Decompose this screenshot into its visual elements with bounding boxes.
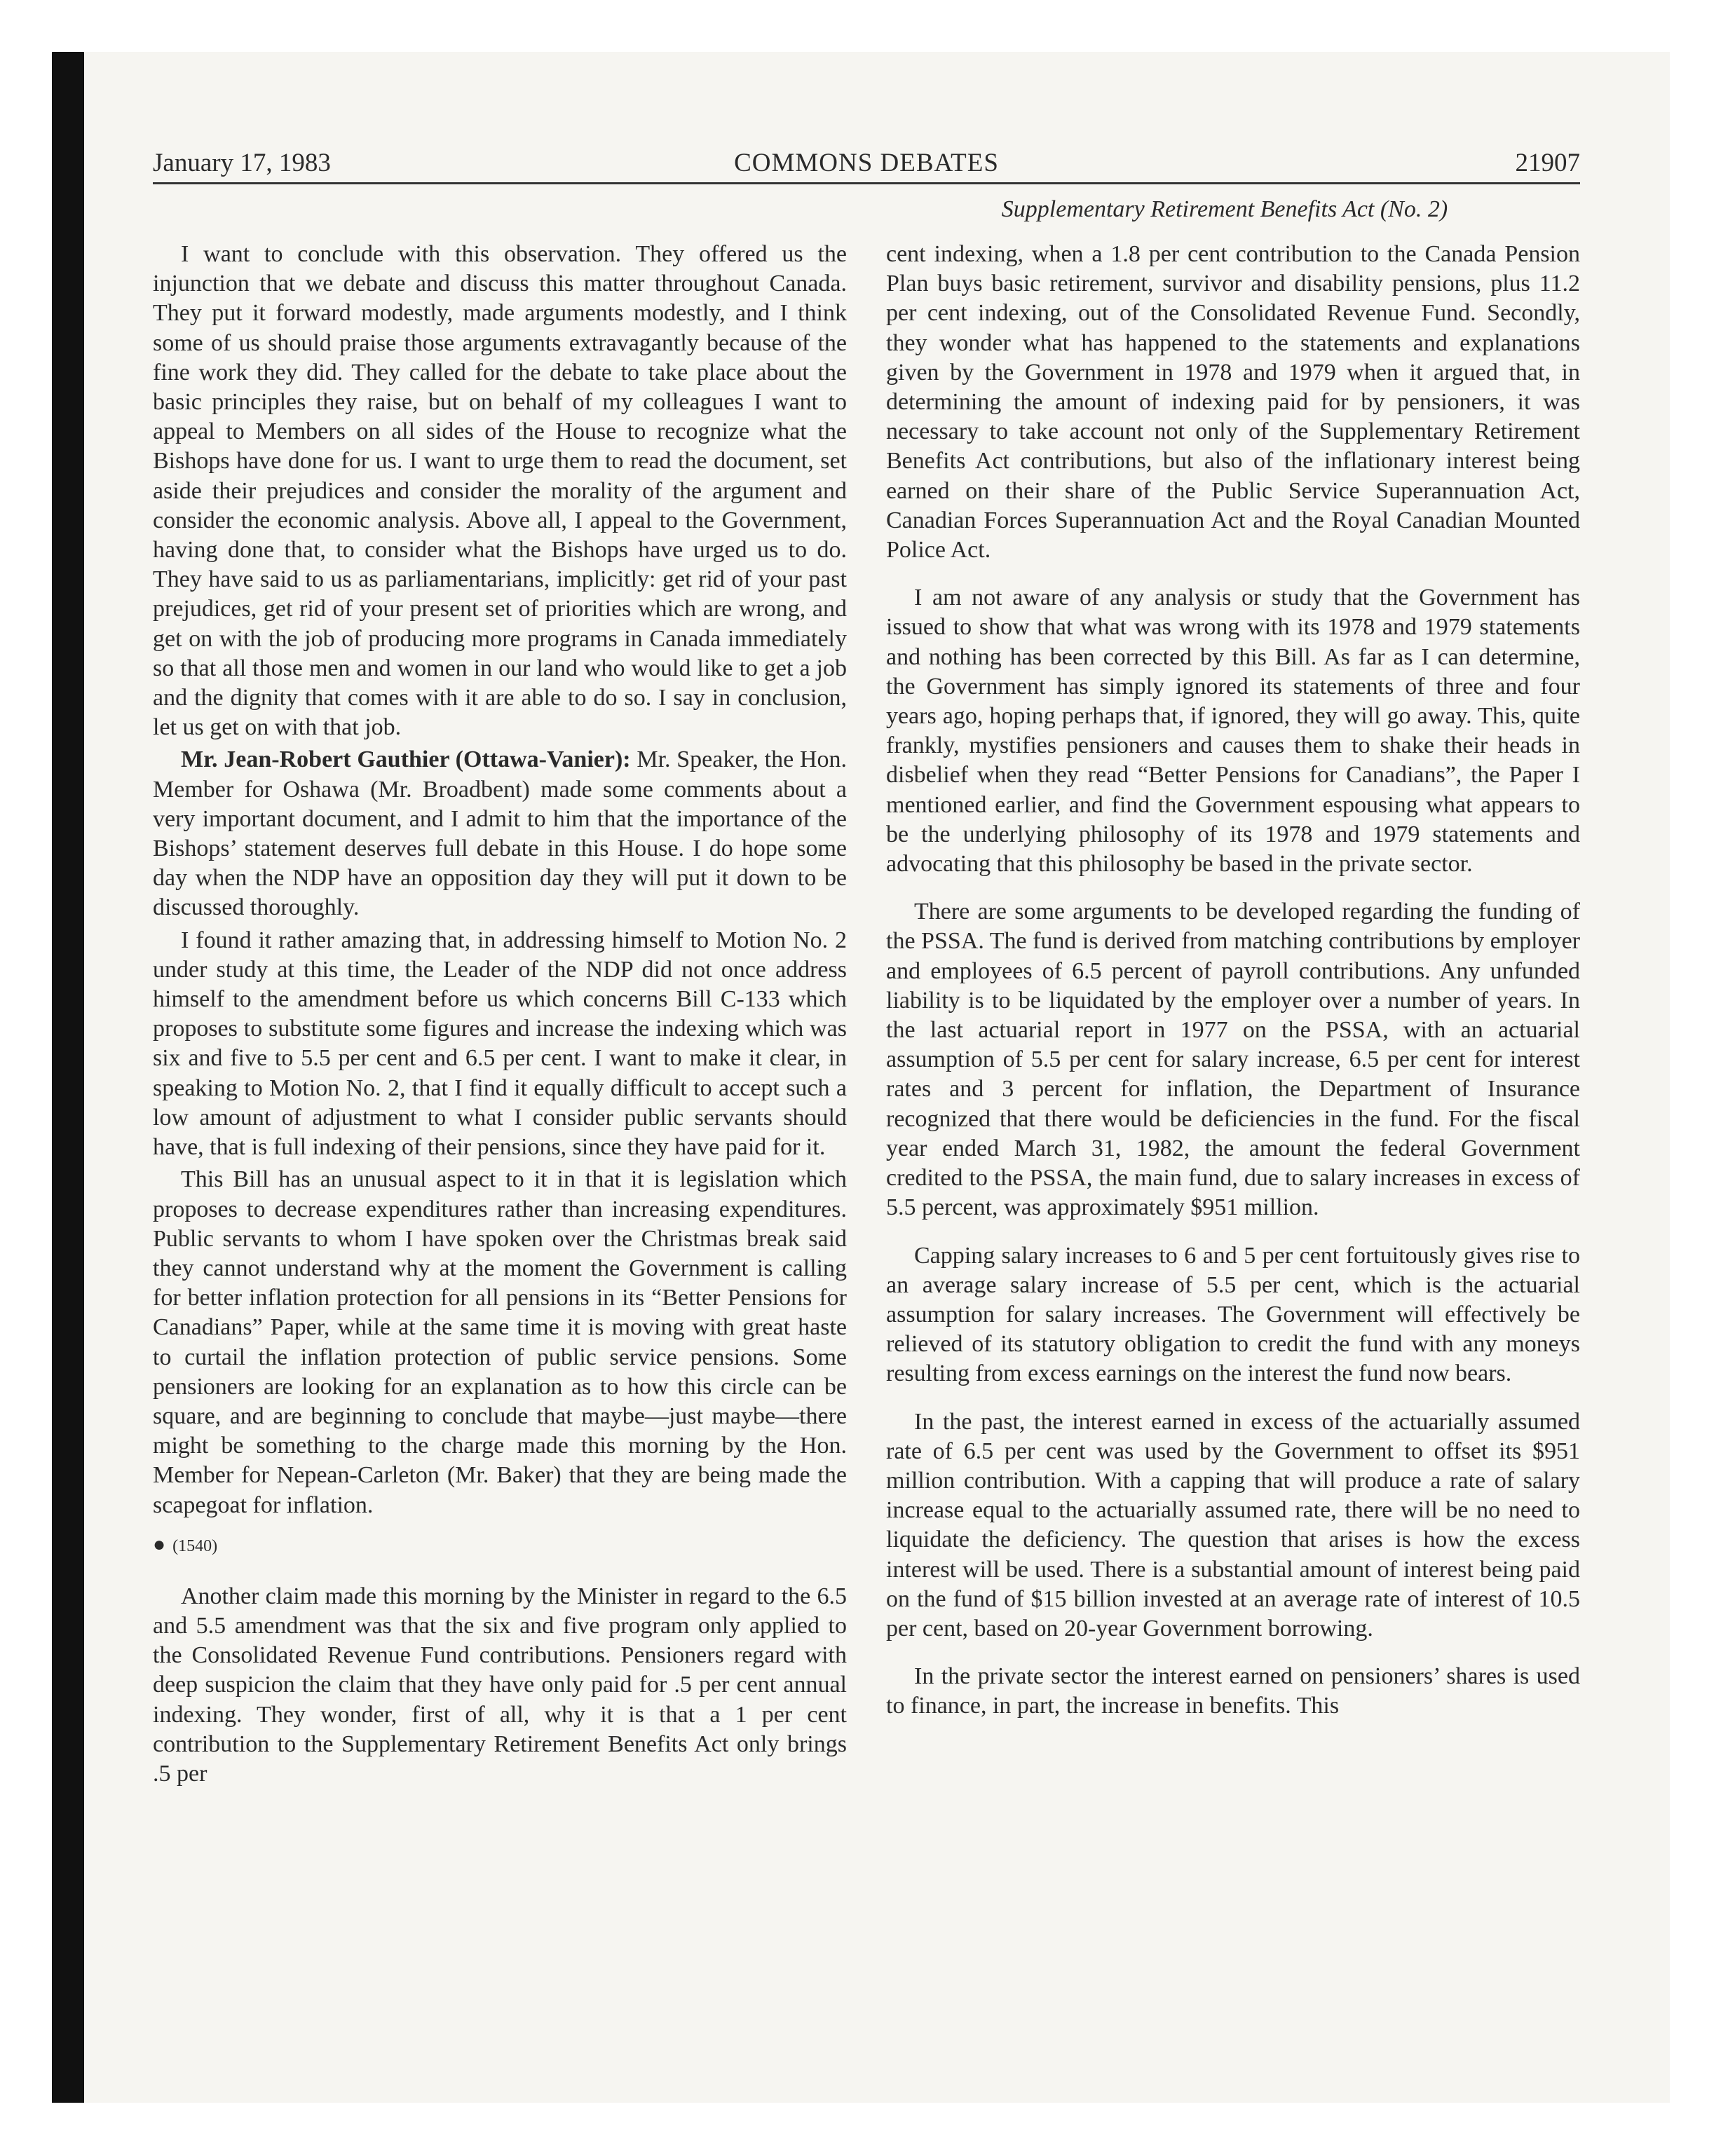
paragraph: There are some arguments to be developed regarding the funding of the PSSA. The fund is derived from matching contributions by employer and employees of 6.5 percent of payroll contributions. Any unfunded liability is to be liquidated by the employer over a number of years. In the last actuarial report in 1977 on the PSSA, with an actuarial assumption of 5.5 per cent for salary increase, 6.5 per cent for interest rates and 3 percent for inflation, the Department of Insurance recognized that there would be deficiencies in the fund. For the fiscal year ended March 31, 1982, the amount the federal Government credited to the PSSA, the main fund, due to salary increases in excess of 5.5 percent, was approximately $951 million. — [886, 899, 1580, 1221]
time-marker — [153, 1534, 847, 1557]
section-subheader: Supplementary Retirement Benefits Act (No. 2) — [1001, 196, 1448, 222]
header-page-number: 21907 — [1515, 149, 1580, 177]
paragraph: This Bill has an unusual aspect to it in that it is legislation which proposes to decrease expenditures rather than increasing expenditures. Public servants to whom I have spoken over the Christmas break said they cannot understand why at the moment the Government is calling for better inflation protection for all pensions in its “Better Pensions for Canadians” Paper, while at the same time it is moving with great haste to curtail the inflation protection of public service pensions. Some pensioners are looking for an explanation as to how this circle can be square, and are beginning to conclude that maybe—just maybe—there might be something to the charge made this morning by the Hon. Member for Nepean-Carleton (Mr. Baker) that they are being made the scapegoat for inflation. — [153, 1166, 847, 1518]
left-column — [153, 240, 847, 1789]
paragraph: Capping salary increases to 6 and 5 per cent fortuitously gives rise to an average salary increase of 5.5 per cent, which is the actuarial assumption for salary increases. The Government will effectively be relieved of its statutory obligation to credit the fund with any moneys resulting from excess earnings on the interest the fund now bears. — [886, 1242, 1580, 1387]
speaker-paragraph — [153, 745, 847, 922]
speaker-name: Mr. Jean-Robert Gauthier (Ottawa-Vanier): — [181, 746, 631, 773]
paragraph: I found it rather amazing that, in addressing himself to Motion No. 2 under study at this time, the Leader of the NDP did not once address himself to the amendment before us which concerns Bill C-133 which proposes to substitute some figures and increase the indexing which was six and five to 5.5 per cent and 6.5 per cent. I want to make it clear, in speaking to Motion No. 2, that I find it equally difficult to accept such a low amount of adjustment to what I consider public servants should have, that is full indexing of their pensions, since they have paid for it. — [153, 927, 847, 1161]
paragraph: Another claim made this morning by the Minister in regard to the 6.5 and 5.5 amendment was that the six and five program only applied to the Consolidated Revenue Fund contributions. Pensioners regard with deep suspicion the claim that they have only paid for .5 per cent annual indexing. They wonder, first of all, why it is that a 1 per cent contribution to the Supplementary Retirement Benefits Act only brings .5 per — [153, 1583, 847, 1787]
paragraph-text: Mr. Speaker, the Hon. Member for Oshawa (Mr. Broadbent) made some comments about a very important document, and I admit to him that the importance of the Bishops’ statement deserves full debate in this House. I do hope some day when the NDP have an opposition day they will put it down to be discussed thoroughly. — [153, 746, 847, 921]
paragraph: In the past, the interest earned in excess of the actuarially assumed rate of 6.5 per cent was used by the Government to offset its $951 million contribution. With a capping that will produce a rate of salary increase equal to the actuarially assumed rate, there will be no need to liquidate the deficiency. The question that arises is how the excess interest will be used. There is a substantial amount of interest being paid on the fund of $15 billion invested at an average rate of interest of 10.5 per cent, based on 20-year Government borrowing. — [886, 1408, 1580, 1642]
time-marker-text: (1540) — [172, 1536, 218, 1555]
paragraph: I want to conclude with this observation. They offered us the injunction that we debate and discuss this matter throughout Canada. They put it forward modestly, made arguments modestly, and I think some of us should praise those arguments extravagantly because of the fine work they did. They called for the debate to take place about the basic principles they raise, but on behalf of my colleagues I want to appeal to Members on all sides of the House to recognize what the Bishops have done for us. I want to urge them to read the document, set aside their prejudices and consider the morality of the argument and consider the economic analysis. Above all, I appeal to the Government, having done that, to consider what the Bishops have urged us to do. They have said to us as parliamentarians, implicitly: get rid of your past prejudices, get rid of your present set of priorities which are wrong, and get on with the job of producing more programs in Canada immediately so that all those men and women in our land who would like to get a job and the dignity that comes with it are able to do so. I say in conclusion, let us get on with that job. — [153, 241, 847, 741]
scan-binding-edge — [52, 52, 84, 2103]
paragraph: I am not aware of any analysis or study that the Government has issued to show that what was wrong with its 1978 and 1979 statements and nothing has been corrected by this Bill. As far as I can determine, the Government has simply ignored its statements of three and four years ago, hoping perhaps that, if ignored, they will go away. This, quite frankly, mystifies pensioners and causes them to shake their heads in disbelief when they read “Better Pensions for Canadians”, the Paper I mentioned earlier, and find the Government espousing what appears to be the underlying philosophy of its 1978 and 1979 statements and advocating that this philosophy be based in the private sector. — [886, 585, 1580, 878]
paragraph: cent indexing, when a 1.8 per cent contribution to the Canada Pension Plan buys basic retirement, survivor and disability pensions, plus 11.2 per cent indexing, out of the Consolidated Revenue Fund. Secondly, they wonder what has happened to the statements and explanations given by the Government in 1978 and 1979 when it argued that, in determining the amount of indexing paid for by pensioners, it was necessary to take account not only of the Supplementary Retirement Benefits Act contributions, but also of the inflationary interest being earned on their share of the Public Service Superannuation Act, Canadian Forces Superannuation Act and the Royal Canadian Mounted Police Act. — [886, 241, 1580, 564]
header-date: January 17, 1983 — [153, 149, 331, 177]
running-header — [153, 146, 1580, 184]
right-column — [886, 240, 1580, 1721]
paragraph: In the private sector the interest earned on pensioners’ shares is used to finance, in part, the increase in benefits. This — [886, 1663, 1580, 1719]
header-title: COMMONS DEBATES — [734, 149, 999, 177]
bullet-icon: ● — [153, 1532, 166, 1556]
